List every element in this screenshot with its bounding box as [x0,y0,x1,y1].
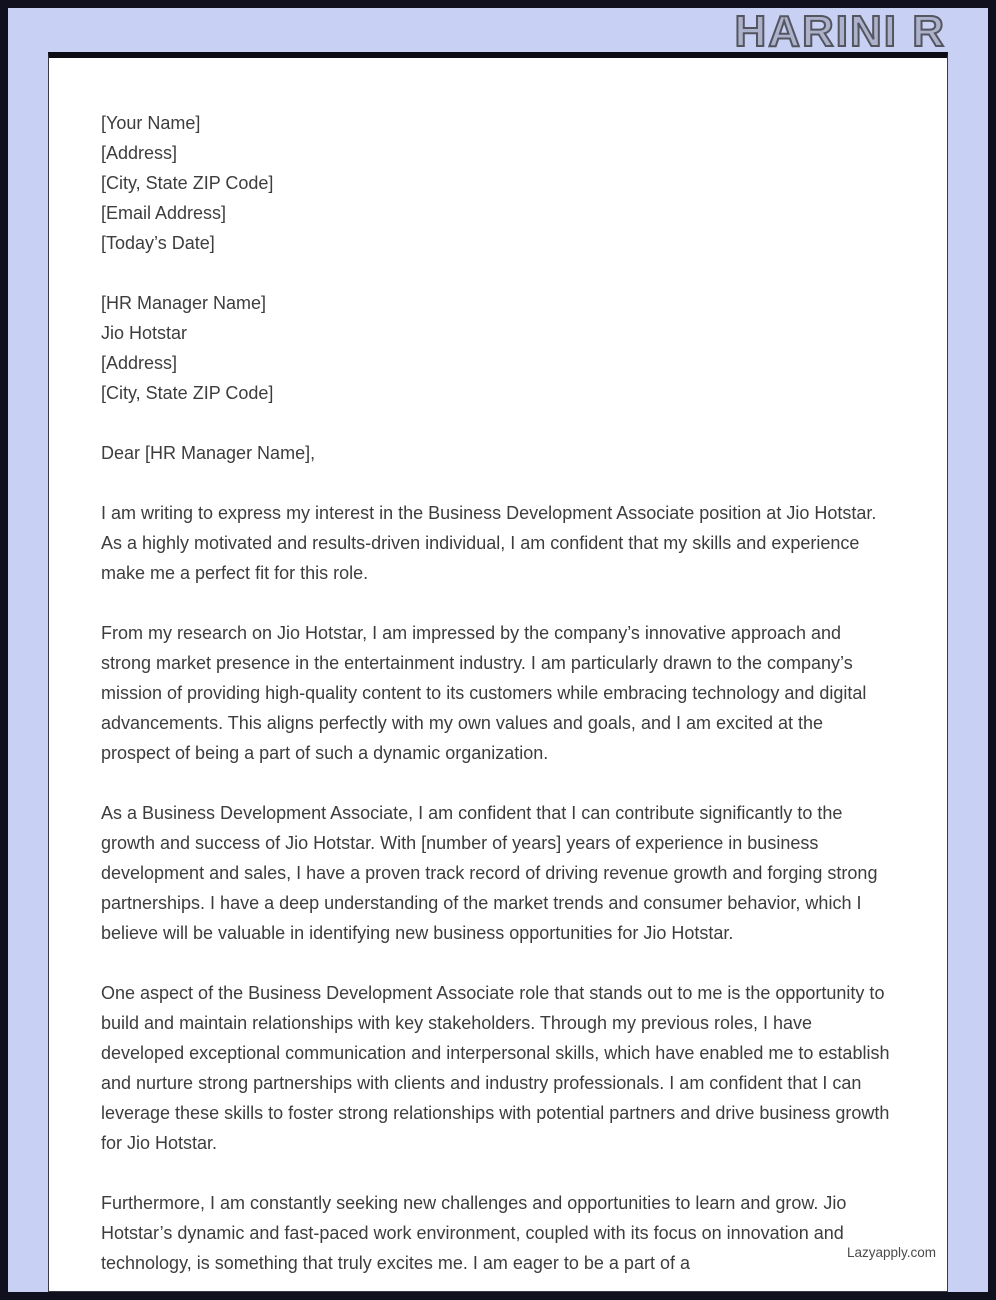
body-paragraph-4 [101,978,891,1158]
salutation-line: Dear [HR Manager Name], [101,443,316,463]
lazyapply-watermark: Lazyapply.com [846,1245,936,1260]
sender-line: [Address] [101,143,178,163]
paragraph-text: From my research on Jio Hotstar, I am impressed by the company’s innovative approach and strong market presence in the entertainment industry. I am particularly drawn to the company’s mission of providing high-quality content to its customers while embracing technology and digital advancements. This aligns perfectly with my own values and goals, and I am excited at the prospect of being a part of such a dynamic organization. [101,623,867,763]
recipient-block [101,288,891,408]
recipient-line: [City, State ZIP Code] [101,383,274,403]
body-paragraph-3 [101,798,891,948]
paragraph-text: Furthermore, I am constantly seeking new challenges and opportunities to learn and grow. Jio Hotstar’s dynamic and fast-paced work environment, coupled with its focus on innovation and technology, is something that truly excites me. I am eager to be a part of a [101,1193,847,1273]
document-frame [8,8,988,1292]
recipient-line: Jio Hotstar [101,323,188,343]
author-name-heading: HARINI R [734,8,946,56]
paragraph-text: I am writing to express my interest in the Business Development Associate position at Jio Hotstar. As a highly motivated and results-driven individual, I am confident that my skills and experience make me a perfect fit for this role. [101,503,877,583]
paragraph-text: One aspect of the Business Development Associate role that stands out to me is the opportunity to build and maintain relationships with key stakeholders. Through my previous roles, I have developed exceptional communication and interpersonal skills, which have enabled me to establish and nurture strong partnerships with clients and industry professionals. I am confident that I can leverage these skills to foster strong relationships with potential partners and drive business growth for Jio Hotstar. [101,983,890,1153]
body-paragraph-2 [101,618,891,768]
paragraph-text: As a Business Development Associate, I am confident that I can contribute significantly to the growth and success of Jio Hotstar. With [number of years] years of experience in business development and sales, I have a proven track record of driving revenue growth and forging strong partnerships. I have a deep understanding of the market trends and consumer behavior, which I believe will be valuable in identifying new business opportunities for Jio Hotstar. [101,803,878,943]
body-paragraph-1 [101,498,891,588]
body-paragraph-5 [101,1188,891,1278]
recipient-line: [HR Manager Name] [101,293,267,313]
recipient-line: [Address] [101,353,178,373]
cover-letter-page [48,52,948,1292]
sender-line: [Your Name] [101,113,201,133]
sender-line: [City, State ZIP Code] [101,173,274,193]
sender-block [101,108,891,258]
sender-line: [Email Address] [101,203,227,223]
salutation [101,438,891,468]
sender-line: [Today’s Date] [101,233,215,253]
